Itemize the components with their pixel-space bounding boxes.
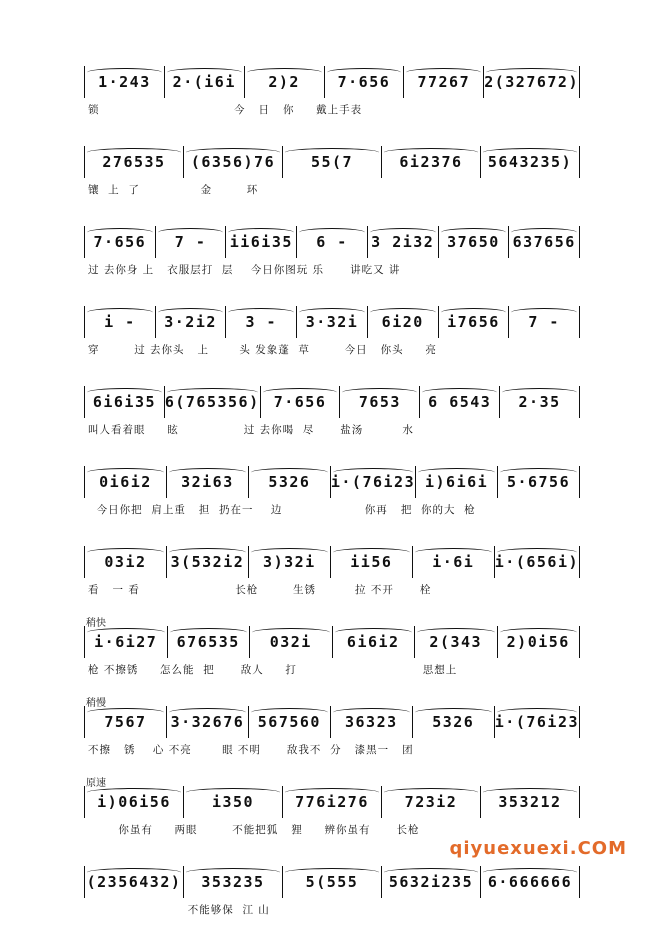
slur-mark bbox=[333, 708, 410, 717]
measure-notes: 36323 bbox=[345, 713, 398, 731]
slur-mark bbox=[441, 228, 507, 237]
slur-mark bbox=[87, 868, 181, 877]
measure bbox=[498, 626, 581, 658]
measure-notes: i·(76i23 bbox=[494, 713, 580, 731]
slur-mark bbox=[169, 468, 246, 477]
measure bbox=[261, 386, 341, 418]
measure-notes: 2(327672) bbox=[484, 73, 579, 91]
measure-notes: 6 6543 bbox=[428, 393, 492, 411]
score-system bbox=[84, 374, 580, 454]
measure bbox=[165, 66, 245, 98]
measure-notes: 1·243 bbox=[98, 73, 151, 91]
measure-notes: 3(532i2 bbox=[170, 553, 245, 571]
slur-mark bbox=[167, 68, 242, 77]
notes-row bbox=[84, 626, 580, 658]
measure bbox=[439, 306, 510, 338]
measure bbox=[85, 706, 167, 738]
watermark-suffix: .COM bbox=[569, 838, 627, 859]
measure-notes: 6i6i35 bbox=[92, 393, 157, 411]
slur-mark bbox=[247, 68, 322, 77]
slur-mark bbox=[186, 868, 280, 877]
measure-notes: 7·656 bbox=[273, 393, 327, 411]
measure bbox=[509, 226, 580, 258]
lyrics-line: 你虽有 两眼 不能把狐 狸 辨你虽有 长枪 bbox=[88, 824, 420, 836]
measure bbox=[495, 546, 580, 578]
measure bbox=[85, 466, 167, 498]
measure-notes: 3·32i bbox=[305, 313, 359, 331]
lyrics-line: 过 去你身 上 衣服层打 层 今日你图玩 乐 讲吃又 讲 bbox=[88, 264, 401, 276]
slur-mark bbox=[170, 628, 248, 637]
slur-mark bbox=[502, 388, 577, 397]
measure-notes: 7653 bbox=[358, 393, 401, 411]
measure bbox=[85, 306, 156, 338]
slur-mark bbox=[500, 628, 578, 637]
slur-mark bbox=[511, 228, 577, 237]
lyrics-line: 今日你把 肩上重 担 扔在一 边 你再 把 你的大 枪 bbox=[88, 504, 476, 516]
measure-notes: 6 - bbox=[316, 233, 348, 251]
slur-mark bbox=[167, 388, 258, 397]
slur-mark bbox=[335, 628, 413, 637]
measure bbox=[297, 306, 368, 338]
measure-notes: 676535 bbox=[176, 633, 240, 651]
tempo-marking: 稍慢 bbox=[86, 698, 106, 709]
lyrics-line: 锁 今 日 你 戴上手表 bbox=[88, 104, 363, 116]
measure-notes: i7656 bbox=[447, 313, 500, 331]
numbered-score bbox=[84, 54, 580, 934]
measure-notes: 7 - bbox=[528, 313, 560, 331]
slur-mark bbox=[87, 148, 181, 157]
slur-mark bbox=[422, 388, 497, 397]
measure-notes: i)6i6i bbox=[424, 473, 489, 491]
notes-row bbox=[84, 306, 580, 338]
slur-mark bbox=[327, 68, 402, 77]
measure bbox=[250, 626, 333, 658]
measure bbox=[415, 626, 498, 658]
measure-notes: 7·656 bbox=[93, 233, 147, 251]
measure bbox=[484, 66, 580, 98]
measure bbox=[420, 386, 500, 418]
score-system bbox=[84, 454, 580, 534]
measure-notes: 5326 bbox=[268, 473, 311, 491]
measure bbox=[184, 146, 283, 178]
measure bbox=[245, 66, 325, 98]
score-system bbox=[84, 54, 580, 134]
measure bbox=[156, 306, 227, 338]
measure-notes: 7·656 bbox=[337, 73, 391, 91]
lyrics-line: 不擦 锈 心 不亮 眼 不明 敌我不 分 漆黑一 团 bbox=[88, 744, 414, 756]
measure bbox=[340, 386, 420, 418]
score-system bbox=[84, 534, 580, 614]
measure-notes: 567560 bbox=[257, 713, 321, 731]
measure bbox=[382, 146, 481, 178]
measure-notes: 5326 bbox=[432, 713, 475, 731]
measure bbox=[481, 786, 580, 818]
measure bbox=[331, 466, 416, 498]
measure-notes: 2)0i56 bbox=[506, 633, 570, 651]
slur-mark bbox=[384, 148, 478, 157]
slur-mark bbox=[483, 148, 577, 157]
notes-row bbox=[84, 706, 580, 738]
slur-mark bbox=[158, 308, 224, 317]
measure bbox=[85, 66, 165, 98]
measure bbox=[495, 706, 580, 738]
slur-mark bbox=[486, 68, 577, 77]
slur-mark bbox=[384, 868, 478, 877]
slur-mark bbox=[511, 308, 577, 317]
measure bbox=[481, 146, 580, 178]
measure bbox=[382, 786, 481, 818]
measure bbox=[283, 786, 382, 818]
slur-mark bbox=[186, 788, 280, 797]
measure-notes: 5643235) bbox=[487, 153, 573, 171]
measure bbox=[283, 866, 382, 898]
notes-row bbox=[84, 786, 580, 818]
measure-notes: 3·32676 bbox=[170, 713, 245, 731]
measure-notes: (6356)76 bbox=[190, 153, 276, 171]
lyrics-line: 不能够保 江 山 bbox=[88, 904, 270, 916]
score-system bbox=[84, 134, 580, 214]
slur-mark bbox=[500, 468, 577, 477]
measure-notes: 3 - bbox=[245, 313, 278, 331]
measure bbox=[184, 866, 283, 898]
slur-mark bbox=[370, 228, 436, 237]
measure bbox=[498, 466, 580, 498]
measure-notes: 37650 bbox=[447, 233, 500, 251]
measure-notes: 3·2i2 bbox=[164, 313, 217, 331]
measure bbox=[283, 146, 382, 178]
measure bbox=[226, 226, 297, 258]
measure bbox=[167, 546, 249, 578]
slur-mark bbox=[87, 708, 164, 717]
measure-notes: 2(343 bbox=[429, 633, 483, 651]
notes-row bbox=[84, 66, 580, 98]
slur-mark bbox=[251, 708, 328, 717]
watermark-prefix: qiyuexuexi bbox=[449, 838, 570, 859]
measure bbox=[439, 226, 510, 258]
measure bbox=[85, 786, 184, 818]
slur-mark bbox=[497, 548, 577, 557]
slur-mark bbox=[285, 788, 379, 797]
measure-notes: i)06i56 bbox=[97, 793, 171, 811]
measure bbox=[297, 226, 368, 258]
measure bbox=[85, 386, 165, 418]
measure-notes: 776i276 bbox=[295, 793, 369, 811]
slur-mark bbox=[483, 788, 577, 797]
measure-notes: 5632i235 bbox=[388, 873, 474, 891]
slur-mark bbox=[333, 468, 413, 477]
slur-mark bbox=[228, 228, 294, 237]
slur-mark bbox=[228, 308, 294, 317]
measure-notes: 6i2376 bbox=[399, 153, 463, 171]
slur-mark bbox=[406, 68, 481, 77]
score-system bbox=[84, 214, 580, 294]
measure bbox=[167, 466, 249, 498]
measure-notes: 7 - bbox=[174, 233, 207, 251]
slur-mark bbox=[251, 548, 328, 557]
measure bbox=[500, 386, 580, 418]
measure-notes: i·6i bbox=[432, 553, 475, 571]
measure-notes: 2)2 bbox=[268, 73, 300, 91]
measure bbox=[184, 786, 283, 818]
slur-mark bbox=[252, 628, 330, 637]
slur-mark bbox=[169, 708, 246, 717]
measure bbox=[249, 546, 331, 578]
measure bbox=[85, 866, 184, 898]
measure bbox=[368, 226, 439, 258]
slur-mark bbox=[158, 228, 224, 237]
measure bbox=[404, 66, 484, 98]
measure-notes: 03i2 bbox=[104, 553, 147, 571]
slur-mark bbox=[417, 628, 495, 637]
measure-notes: i·(656i) bbox=[494, 553, 580, 571]
measure-notes: 6(765356) bbox=[164, 393, 260, 411]
measure-notes: 5(555 bbox=[305, 873, 359, 891]
site-watermark bbox=[450, 838, 628, 859]
measure bbox=[416, 466, 498, 498]
notes-row bbox=[84, 146, 580, 178]
measure-notes: i - bbox=[104, 313, 136, 331]
slur-mark bbox=[299, 308, 365, 317]
slur-mark bbox=[87, 68, 162, 77]
measure bbox=[165, 386, 261, 418]
measure-notes: 353212 bbox=[498, 793, 562, 811]
measure bbox=[509, 306, 580, 338]
slur-mark bbox=[285, 148, 379, 157]
slur-mark bbox=[342, 388, 417, 397]
tempo-marking: 稍快 bbox=[86, 618, 106, 629]
measure bbox=[226, 306, 297, 338]
measure-notes: 276535 bbox=[102, 153, 166, 171]
measure-notes: 032i bbox=[269, 633, 312, 651]
slur-mark bbox=[415, 548, 492, 557]
slur-mark bbox=[87, 308, 153, 317]
measure bbox=[85, 146, 184, 178]
measure bbox=[85, 226, 156, 258]
measure bbox=[333, 626, 416, 658]
measure-notes: 2·(i6i bbox=[172, 73, 236, 91]
measure-notes: 3 2i32 bbox=[371, 233, 435, 251]
measure bbox=[331, 546, 413, 578]
measure-notes: 77267 bbox=[417, 73, 471, 91]
measure-notes: 2·35 bbox=[518, 393, 561, 411]
slur-mark bbox=[415, 708, 492, 717]
measure bbox=[168, 626, 251, 658]
measure bbox=[167, 706, 249, 738]
lyrics-line: 看 一 看 长枪 生锈 拉 不开 栓 bbox=[88, 584, 432, 596]
slur-mark bbox=[87, 788, 181, 797]
lyrics-line: 镶 上 了 金 环 bbox=[88, 184, 259, 196]
measure-notes: 6i20 bbox=[381, 313, 424, 331]
slur-mark bbox=[384, 788, 478, 797]
measure-notes: 7567 bbox=[104, 713, 147, 731]
measure bbox=[249, 466, 331, 498]
slur-mark bbox=[418, 468, 495, 477]
measure bbox=[368, 306, 439, 338]
measure-notes: 55(7 bbox=[310, 153, 354, 171]
measure-notes: (2356432) bbox=[86, 873, 182, 891]
measure-notes: 6i6i2 bbox=[346, 633, 400, 651]
slur-mark bbox=[87, 468, 164, 477]
measure bbox=[85, 626, 168, 658]
slur-mark bbox=[251, 468, 328, 477]
slur-mark bbox=[87, 628, 165, 637]
slur-mark bbox=[87, 228, 153, 237]
lyrics-line: 叫人看着眼 眩 过 去你喝 尽 盐汤 水 bbox=[88, 424, 414, 436]
slur-mark bbox=[497, 708, 577, 717]
measure bbox=[481, 866, 580, 898]
measure-notes: 637656 bbox=[512, 233, 576, 251]
slur-mark bbox=[483, 868, 577, 877]
slur-mark bbox=[370, 308, 436, 317]
measure bbox=[382, 866, 481, 898]
measure bbox=[413, 706, 495, 738]
slur-mark bbox=[441, 308, 507, 317]
measure-notes: i·(76i23 bbox=[330, 473, 416, 491]
tempo-marking: 原速 bbox=[86, 778, 106, 789]
measure-notes: 6·666666 bbox=[487, 873, 573, 891]
slur-mark bbox=[299, 228, 365, 237]
slur-mark bbox=[87, 548, 164, 557]
measure-notes: 32i63 bbox=[181, 473, 234, 491]
slur-mark bbox=[169, 548, 246, 557]
score-system bbox=[84, 294, 580, 374]
slur-mark bbox=[333, 548, 410, 557]
measure bbox=[85, 546, 167, 578]
measure bbox=[331, 706, 413, 738]
measure-notes: i·6i27 bbox=[94, 633, 158, 651]
measure bbox=[249, 706, 331, 738]
measure-notes: 0i6i2 bbox=[99, 473, 152, 491]
measure bbox=[413, 546, 495, 578]
score-system bbox=[84, 614, 580, 694]
measure-notes: ii6i35 bbox=[229, 233, 293, 251]
measure-notes: i350 bbox=[211, 793, 255, 811]
slur-mark bbox=[263, 388, 338, 397]
score-system bbox=[84, 694, 580, 774]
measure-notes: ii56 bbox=[350, 553, 393, 571]
lyrics-line: 枪 不擦锈 怎么能 把 敌人 打 思想上 bbox=[88, 664, 458, 676]
slur-mark bbox=[285, 868, 379, 877]
measure-notes: 5·6756 bbox=[506, 473, 571, 491]
measure bbox=[325, 66, 405, 98]
notes-row bbox=[84, 546, 580, 578]
notes-row bbox=[84, 866, 580, 898]
measure-notes: 3)32i bbox=[263, 553, 316, 571]
notes-row bbox=[84, 466, 580, 498]
lyrics-line: 穿 过 去你头 上 头 发象蓬 草 今日 你头 亮 bbox=[88, 344, 437, 356]
measure-notes: 353235 bbox=[201, 873, 265, 891]
slur-mark bbox=[186, 148, 280, 157]
notes-row bbox=[84, 226, 580, 258]
measure bbox=[156, 226, 227, 258]
notes-row bbox=[84, 386, 580, 418]
slur-mark bbox=[87, 388, 162, 397]
measure-notes: 723i2 bbox=[404, 793, 458, 811]
score-system bbox=[84, 854, 580, 934]
